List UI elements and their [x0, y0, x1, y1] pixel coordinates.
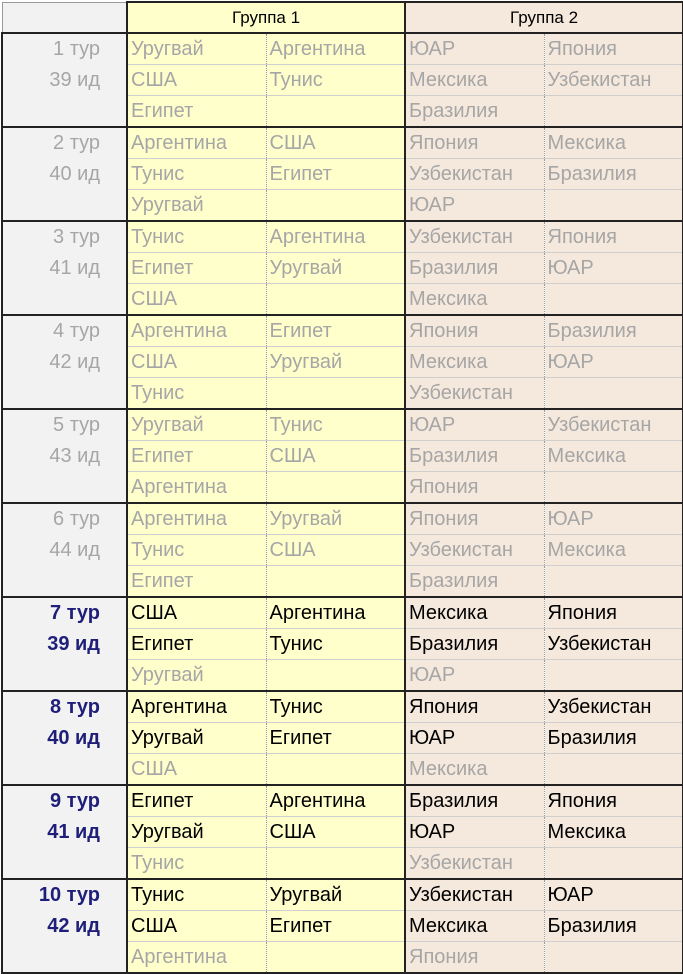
group1-team-cell: Тунис: [127, 535, 266, 566]
group1-team-cell: США: [127, 65, 266, 96]
group1-team-cell: Тунис: [266, 691, 405, 723]
round-label-empty: [2, 660, 127, 692]
group2-team-cell: [544, 848, 683, 880]
group2-team-cell: ЮАР: [544, 253, 683, 284]
round-label-empty: [2, 566, 127, 598]
round-row: [2, 472, 683, 504]
round-tour-label: 1 тур: [2, 33, 127, 65]
group1-team-cell: Аргентина: [127, 503, 266, 535]
group1-team-cell: США: [266, 441, 405, 472]
group1-team-cell: Тунис: [127, 378, 266, 410]
group2-team-cell: Япония: [405, 472, 544, 504]
round-label-empty: [2, 378, 127, 410]
group2-team-cell: Мексика: [405, 597, 544, 629]
group2-team-cell: [544, 942, 683, 974]
round-row: [2, 441, 683, 472]
group1-team-cell: Уругвай: [266, 253, 405, 284]
schedule-table: [1, 1, 683, 974]
group2-team-cell: [544, 96, 683, 128]
round-row: [2, 127, 683, 159]
round-id-label: 40 ид: [2, 723, 127, 754]
round-label-empty: [2, 472, 127, 504]
round-row: [2, 96, 683, 128]
group2-team-cell: Узбекистан: [405, 879, 544, 911]
group1-team-cell: [266, 660, 405, 692]
group2-team-cell: Япония: [405, 942, 544, 974]
round-row: [2, 190, 683, 222]
group2-team-cell: [544, 660, 683, 692]
round-row: [2, 754, 683, 786]
group2-team-cell: Япония: [544, 785, 683, 817]
group2-team-cell: [544, 190, 683, 222]
group1-team-cell: Уругвай: [127, 190, 266, 222]
group2-team-cell: Мексика: [405, 911, 544, 942]
group1-team-cell: [266, 848, 405, 880]
group1-team-cell: Аргентина: [127, 472, 266, 504]
group2-team-cell: Мексика: [544, 817, 683, 848]
round-tour-label: 6 тур: [2, 503, 127, 535]
group2-team-cell: ЮАР: [405, 817, 544, 848]
group2-team-cell: Бразилия: [405, 629, 544, 660]
group1-team-cell: Египет: [127, 629, 266, 660]
group1-team-cell: Уругвай: [266, 347, 405, 378]
group1-team-cell: Египет: [266, 723, 405, 754]
group1-team-cell: [266, 96, 405, 128]
round-row: [2, 691, 683, 723]
group1-team-cell: Уругвай: [127, 817, 266, 848]
round-tour-label: 5 тур: [2, 409, 127, 441]
round-row: [2, 629, 683, 660]
group2-team-cell: [544, 472, 683, 504]
round-id-label: 41 ид: [2, 253, 127, 284]
group1-team-cell: Аргентина: [266, 785, 405, 817]
round-label-empty: [2, 284, 127, 316]
group2-team-cell: Узбекистан: [405, 535, 544, 566]
group1-team-cell: США: [266, 127, 405, 159]
group2-team-cell: Бразилия: [405, 785, 544, 817]
group2-team-cell: ЮАР: [405, 33, 544, 65]
group2-team-cell: Мексика: [405, 65, 544, 96]
group2-team-cell: ЮАР: [405, 190, 544, 222]
round-tour-label: 4 тур: [2, 315, 127, 347]
group2-team-cell: ЮАР: [405, 723, 544, 754]
group2-team-cell: Узбекистан: [405, 221, 544, 253]
group1-team-cell: Египет: [127, 566, 266, 598]
round-id-label: 42 ид: [2, 911, 127, 942]
round-row: [2, 33, 683, 65]
round-row: [2, 221, 683, 253]
group2-team-cell: Узбекистан: [405, 848, 544, 880]
group1-team-cell: США: [266, 817, 405, 848]
group2-team-cell: Япония: [544, 597, 683, 629]
group1-header: Группа 1: [127, 2, 405, 33]
group1-team-cell: Аргентина: [266, 33, 405, 65]
round-label-empty: [2, 96, 127, 128]
group1-team-cell: США: [127, 347, 266, 378]
group1-team-cell: Уругвай: [127, 33, 266, 65]
round-row: [2, 911, 683, 942]
group2-team-cell: Бразилия: [405, 566, 544, 598]
group1-team-cell: Тунис: [127, 848, 266, 880]
round-label-empty: [2, 754, 127, 786]
group2-team-cell: Япония: [544, 221, 683, 253]
group1-team-cell: США: [266, 535, 405, 566]
group2-team-cell: ЮАР: [405, 660, 544, 692]
group2-team-cell: Бразилия: [405, 96, 544, 128]
round-row: [2, 942, 683, 974]
group1-team-cell: Уругвай: [127, 409, 266, 441]
group2-team-cell: Узбекистан: [544, 409, 683, 441]
round-row: [2, 566, 683, 598]
round-row: [2, 848, 683, 880]
round-id-label: 43 ид: [2, 441, 127, 472]
group2-team-cell: Бразилия: [544, 911, 683, 942]
group2-team-cell: Узбекистан: [544, 691, 683, 723]
round-tour-label: 7 тур: [2, 597, 127, 629]
round-row: [2, 723, 683, 754]
group2-team-cell: [544, 566, 683, 598]
group1-team-cell: Уругвай: [127, 723, 266, 754]
group2-team-cell: ЮАР: [544, 879, 683, 911]
group1-team-cell: США: [127, 597, 266, 629]
group2-team-cell: Мексика: [544, 441, 683, 472]
round-tour-label: 9 тур: [2, 785, 127, 817]
round-row: [2, 253, 683, 284]
group2-team-cell: [544, 754, 683, 786]
group2-team-cell: Мексика: [405, 284, 544, 316]
group2-team-cell: Япония: [544, 33, 683, 65]
group2-team-cell: Мексика: [544, 127, 683, 159]
group2-team-cell: ЮАР: [544, 503, 683, 535]
group1-team-cell: Уругвай: [266, 503, 405, 535]
group1-team-cell: Тунис: [127, 221, 266, 253]
round-id-label: 40 ид: [2, 159, 127, 190]
group1-team-cell: [266, 472, 405, 504]
group2-team-cell: Узбекистан: [405, 159, 544, 190]
group2-header: Группа 2: [405, 2, 683, 33]
round-row: [2, 284, 683, 316]
group2-team-cell: Бразилия: [544, 723, 683, 754]
group2-team-cell: Бразилия: [544, 315, 683, 347]
group1-team-cell: Египет: [127, 253, 266, 284]
group1-team-cell: США: [127, 284, 266, 316]
group1-team-cell: [266, 942, 405, 974]
group2-team-cell: Япония: [405, 691, 544, 723]
round-row: [2, 409, 683, 441]
group1-team-cell: [266, 754, 405, 786]
corner-cell: [2, 2, 127, 33]
round-row: [2, 503, 683, 535]
group2-team-cell: Узбекистан: [544, 65, 683, 96]
group1-team-cell: [266, 378, 405, 410]
group1-team-cell: Тунис: [127, 879, 266, 911]
round-row: [2, 347, 683, 378]
group2-team-cell: ЮАР: [405, 409, 544, 441]
group1-team-cell: Тунис: [266, 65, 405, 96]
round-tour-label: 10 тур: [2, 879, 127, 911]
round-row: [2, 159, 683, 190]
round-row: [2, 535, 683, 566]
round-row: [2, 378, 683, 410]
group2-team-cell: [544, 378, 683, 410]
group1-team-cell: Тунис: [266, 629, 405, 660]
group1-team-cell: Уругвай: [127, 660, 266, 692]
group1-team-cell: Аргентина: [266, 597, 405, 629]
round-row: [2, 817, 683, 848]
round-label-empty: [2, 190, 127, 222]
group2-team-cell: Бразилия: [544, 159, 683, 190]
round-row: [2, 65, 683, 96]
round-id-label: 39 ид: [2, 65, 127, 96]
round-id-label: 41 ид: [2, 817, 127, 848]
group2-team-cell: Япония: [405, 127, 544, 159]
round-label-empty: [2, 942, 127, 974]
group2-team-cell: Мексика: [405, 754, 544, 786]
round-label-empty: [2, 848, 127, 880]
group1-team-cell: Аргентина: [127, 315, 266, 347]
group2-team-cell: [544, 284, 683, 316]
round-id-label: 39 ид: [2, 629, 127, 660]
group1-team-cell: Египет: [127, 785, 266, 817]
group2-team-cell: Мексика: [405, 347, 544, 378]
group1-team-cell: [266, 284, 405, 316]
group1-team-cell: США: [127, 911, 266, 942]
group1-team-cell: Египет: [127, 441, 266, 472]
round-tour-label: 3 тур: [2, 221, 127, 253]
round-id-label: 42 ид: [2, 347, 127, 378]
group1-team-cell: Египет: [266, 911, 405, 942]
group1-team-cell: Уругвай: [266, 879, 405, 911]
header-row: [2, 2, 683, 33]
group1-team-cell: Египет: [266, 159, 405, 190]
group2-team-cell: ЮАР: [544, 347, 683, 378]
group2-team-cell: Бразилия: [405, 253, 544, 284]
group1-team-cell: Аргентина: [127, 691, 266, 723]
round-tour-label: 2 тур: [2, 127, 127, 159]
group1-team-cell: [266, 190, 405, 222]
group1-team-cell: Аргентина: [127, 942, 266, 974]
group1-team-cell: Аргентина: [127, 127, 266, 159]
group1-team-cell: Аргентина: [266, 221, 405, 253]
round-row: [2, 660, 683, 692]
round-row: [2, 597, 683, 629]
round-row: [2, 315, 683, 347]
round-tour-label: 8 тур: [2, 691, 127, 723]
group2-team-cell: Узбекистан: [405, 378, 544, 410]
group1-team-cell: Египет: [266, 315, 405, 347]
group1-team-cell: Египет: [127, 96, 266, 128]
round-row: [2, 879, 683, 911]
group2-team-cell: Мексика: [544, 535, 683, 566]
group1-team-cell: США: [127, 754, 266, 786]
group1-team-cell: Тунис: [266, 409, 405, 441]
round-row: [2, 785, 683, 817]
group2-team-cell: Бразилия: [405, 441, 544, 472]
group2-team-cell: Япония: [405, 503, 544, 535]
group2-team-cell: Япония: [405, 315, 544, 347]
group1-team-cell: [266, 566, 405, 598]
group1-team-cell: Тунис: [127, 159, 266, 190]
group2-team-cell: Узбекистан: [544, 629, 683, 660]
round-id-label: 44 ид: [2, 535, 127, 566]
